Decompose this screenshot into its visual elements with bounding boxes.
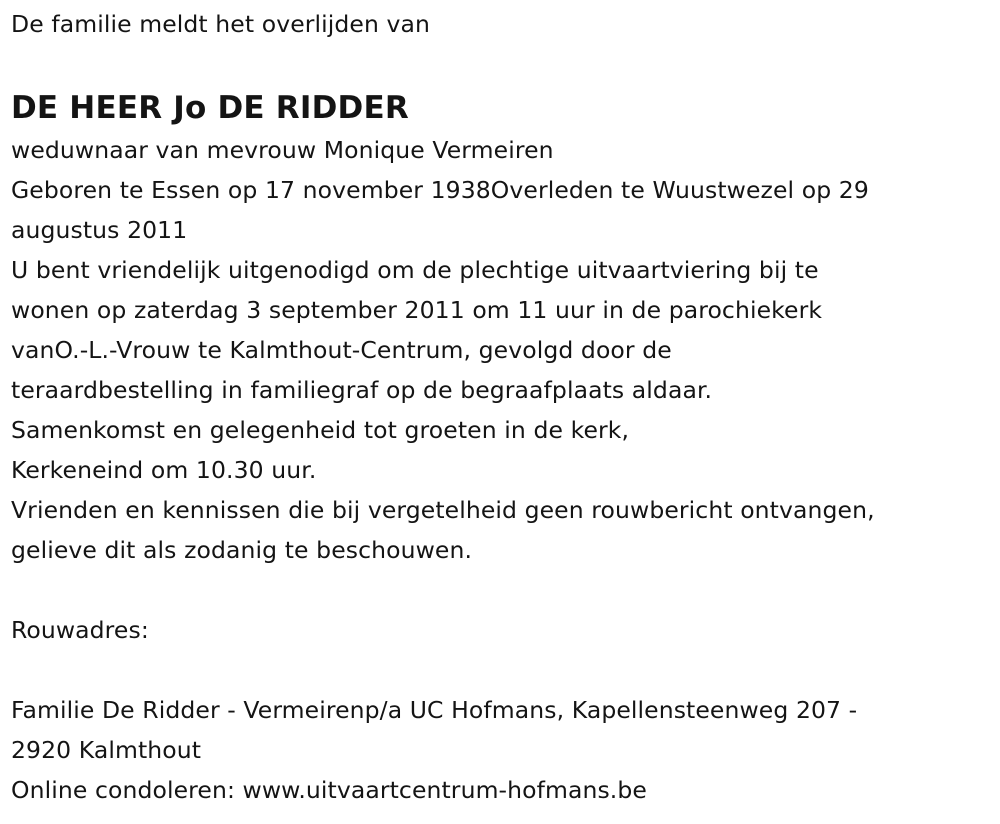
online-condolence-link[interactable]: Online condoleren: www.uitvaartcentrum-hofmans.be: [11, 776, 647, 804]
deceased-name: DE HEER Jo DE RIDDER: [11, 90, 409, 126]
address-label: Rouwadres:: [11, 616, 149, 644]
friends-line-1: Vrienden en kennissen die bij vergetelheid geen rouwbericht ontvangen,: [11, 496, 875, 524]
address-line-2: 2920 Kalmthout: [11, 736, 202, 764]
gathering-line-2: Kerkeneind om 10.30 uur.: [11, 456, 317, 484]
death-notice: [11, 4, 986, 810]
spacer: [11, 570, 986, 610]
ceremony-line-4: teraardbestelling in familiegraf op de begraafplaats aldaar.: [11, 376, 713, 404]
ceremony-line-1: U bent vriendelijk uitgenodigd om de plechtige uitvaartviering bij te: [11, 256, 819, 284]
birth-death-line: Geboren te Essen op 17 november 1938Overleden te Wuustwezel op 29: [11, 176, 869, 204]
friends-line-2: gelieve dit als zodanig te beschouwen.: [11, 536, 473, 564]
widower-line: weduwnaar van mevrouw Monique Vermeiren: [11, 136, 554, 164]
spacer: [11, 650, 986, 690]
death-date-line: augustus 2011: [11, 216, 188, 244]
address-line-1: Familie De Ridder - Vermeirenp/a UC Hofmans, Kapellensteenweg 207 -: [11, 696, 858, 724]
ceremony-line-3: vanO.-L.-Vrouw te Kalmthout-Centrum, gevolgd door de: [11, 336, 672, 364]
intro-text: De familie meldt het overlijden van: [11, 10, 431, 38]
ceremony-line-2: wonen op zaterdag 3 september 2011 om 11 uur in de parochiekerk: [11, 296, 823, 324]
gathering-line-1: Samenkomst en gelegenheid tot groeten in de kerk,: [11, 416, 630, 444]
